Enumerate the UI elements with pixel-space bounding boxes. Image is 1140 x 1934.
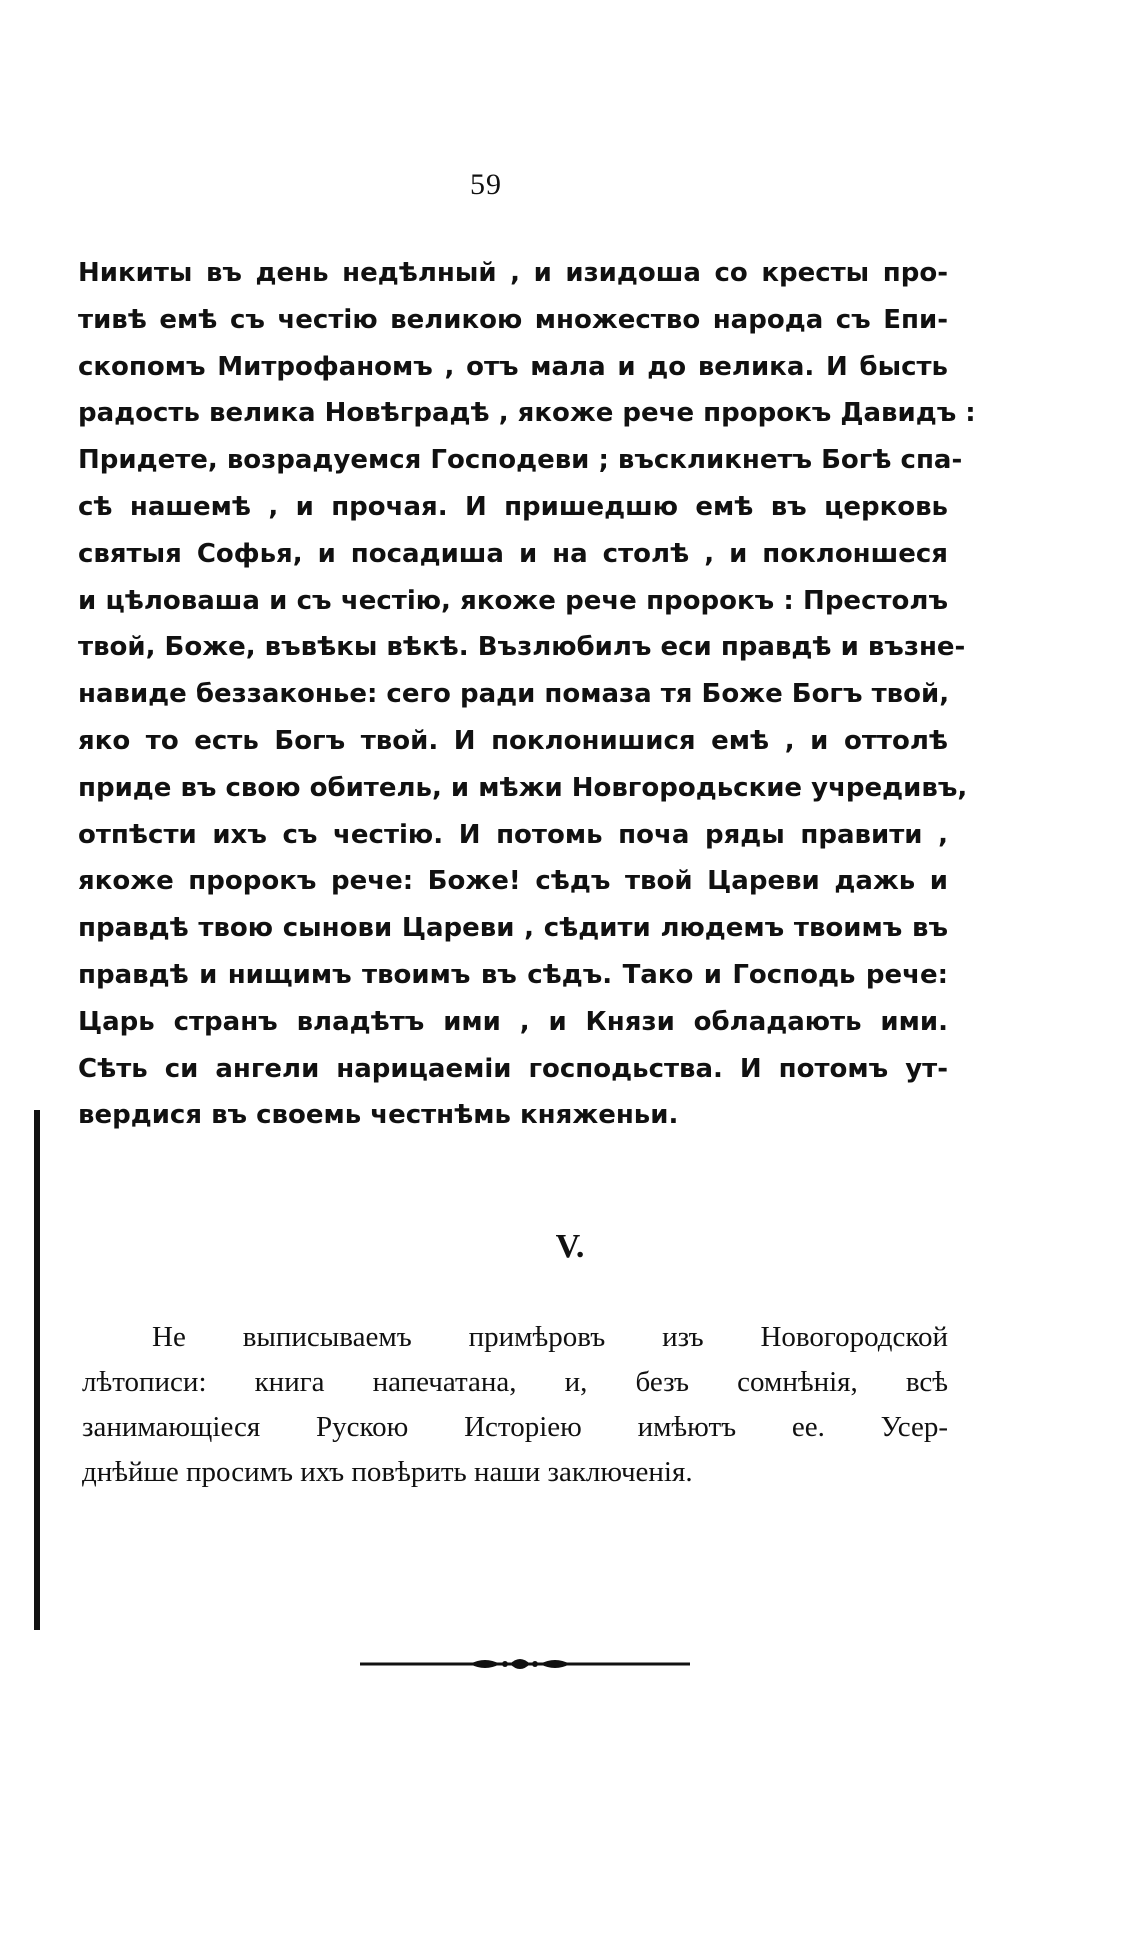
chronicle-line: отпѣсти ихъ съ честію. И потомь поча ряды правити , xyxy=(78,819,948,850)
chronicle-line: скопомъ Митрофаномъ , отъ мала и до велика. И бысть xyxy=(78,351,948,382)
commentary-line: днѣйше просимъ ихъ повѣрить наши заключенія. xyxy=(82,1456,693,1488)
end-ornament xyxy=(360,1652,690,1676)
chronicle-line: радость велика Новѣградѣ , якоже рече пророкъ Давидъ : xyxy=(78,398,976,429)
chronicle-line: Сѣть си ангели нарицаемiи господьства. И потомъ ут- xyxy=(78,1053,948,1084)
chronicle-line: якоже пророкъ рече: Боже! сѣдъ твой Цареви дажь и xyxy=(78,866,948,897)
chronicle-line: вердися въ своемь честнѣмь княженьи. xyxy=(78,1100,679,1131)
chronicle-quotation xyxy=(78,250,976,1139)
commentary-line: лѣтописи: книга напечатана, и, безъ сомнѣнія, всѣ xyxy=(82,1366,948,1398)
section-heading: V. xyxy=(555,1228,585,1265)
commentary-paragraph xyxy=(82,1315,948,1495)
chronicle-line: сѣ нашемѣ , и прочая. И пришедшю емѣ въ церковь xyxy=(78,491,948,522)
chronicle-line: Царь странъ владѣтъ ими , и Князи обладають ими. xyxy=(78,1006,948,1037)
chronicle-line: святыя Софья, и посадиша и на столѣ , и поклоншеся xyxy=(78,538,948,569)
page-number: 59 xyxy=(470,168,502,201)
commentary-line: занимающіеся Рускою Исторіею имѣютъ ее. Усер- xyxy=(82,1411,948,1443)
chronicle-line: и цѣловаша и съ честію, якоже рече пророкъ : Престолъ xyxy=(78,585,948,616)
chronicle-line: правдѣ твою сынови Цареви , сѣдити людемъ твоимъ въ xyxy=(78,913,948,944)
chronicle-line: яко то есть Богъ твой. И поклонишися емѣ , и оттолѣ xyxy=(78,725,948,756)
chronicle-line: твой, Боже, въвѣкы вѣкѣ. Възлюбилъ еси правдѣ и възне- xyxy=(78,632,966,663)
chronicle-line: Придете, возрадуемся Господеви ; въскликнетъ Богѣ спа- xyxy=(78,445,963,476)
chronicle-line: Никиты въ день недѣлный , и изидоша со кресты про- xyxy=(78,258,948,288)
chronicle-line: правдѣ и нищимъ твоимъ въ сѣдъ. Тако и Господь рече: xyxy=(78,959,948,990)
chronicle-line: приде въ свою обитель, и мѣжи Новгородьские учредивъ, xyxy=(78,772,968,803)
chronicle-line: тивѣ емѣ съ честію великою множество народа съ Епи- xyxy=(78,304,948,335)
chronicle-line: навиде беззаконье: сего ради помаза тя Боже Богъ твой, xyxy=(78,679,950,710)
commentary-line: Не выписываемъ примѣровъ изъ Новогородской xyxy=(152,1321,948,1353)
binding-edge-mark xyxy=(30,1110,44,1630)
